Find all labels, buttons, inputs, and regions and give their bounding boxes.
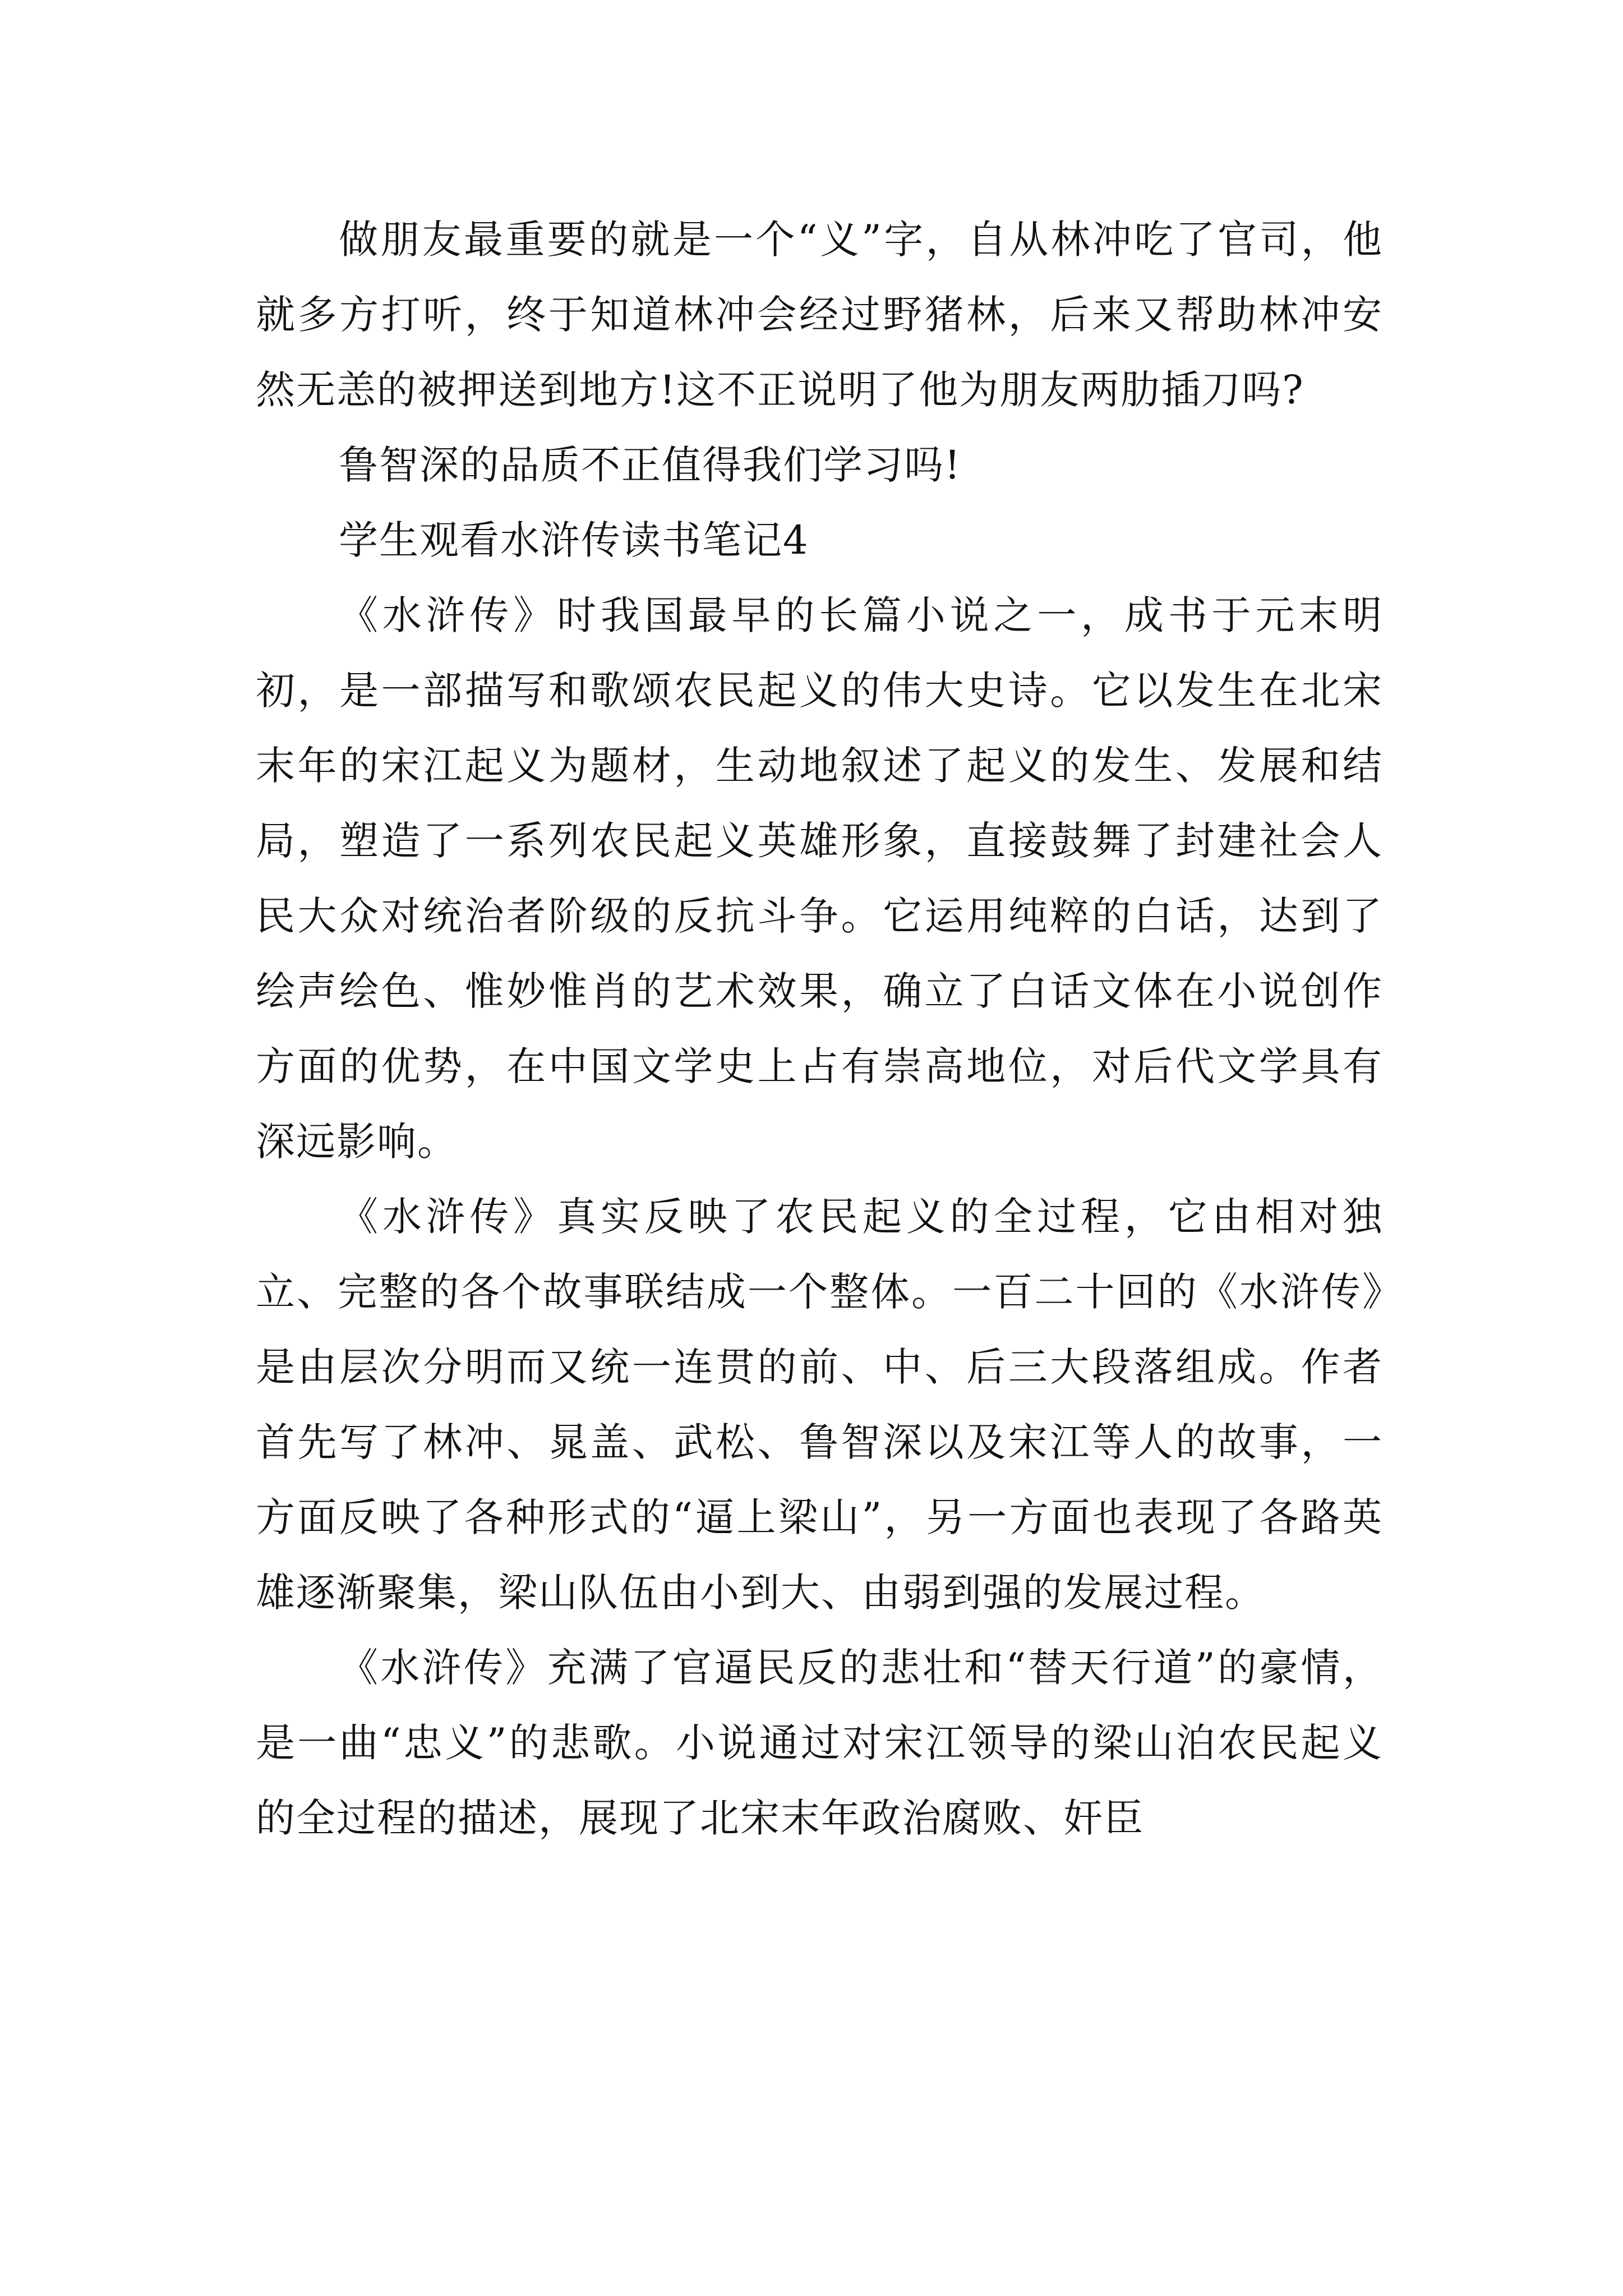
paragraph-friendship: 做朋友最重要的就是一个“义”字，自从林冲吃了官司，他就多方打听，终于知道林冲会经过野猪林，后来又帮助林冲安然无恙的被押送到地方!这不正说明了他为朋友两肋插刀吗? xyxy=(256,217,1383,413)
paragraph-loyalty-tragedy: 《水浒传》充满了官逼民反的悲壮和“替天行道”的豪情，是一曲“忠义”的悲歌。小说通过对宋江领导的梁山泊农民起义的全过程的描述，展现了北宋末年政治腐败、奸臣 xyxy=(256,1645,1383,1841)
paragraph-intro-water-margin: 《水浒传》时我国最早的长篇小说之一，成书于元末明初，是一部描写和歌颂农民起义的伟大史诗。它以发生在北宋末年的宋江起义为题材，生动地叙述了起义的发生、发展和结局，塑造了一系列农民起义英雄形象，直接鼓舞了封建社会人民大众对统治者阶级的反抗斗争。它运用纯粹的白话，达到了绘声绘色、惟妙惟肖的艺术效果，确立了白话文体在小说创作方面的优势，在中国文学史上占有崇高地位，对后代文学具有深远影响。 xyxy=(256,592,1383,1165)
section-heading: 学生观看水浒传读书笔记4 xyxy=(339,517,809,563)
document-body xyxy=(256,202,1383,1856)
paragraph-uprising-process: 《水浒传》真实反映了农民起义的全过程，它由相对独立、完整的各个故事联结成一个整体。一百二十回的《水浒传》是由层次分明而又统一连贯的前、中、后三大段落组成。作者首先写了林冲、晁盖、武松、鲁智深以及宋江等人的故事，一方面反映了各种形式的“逼上梁山”，另一方面也表现了各路英雄逐渐聚集，梁山队伍由小到大、由弱到强的发展过程。 xyxy=(256,1194,1383,1616)
paragraph-lu-zhishen-quality: 鲁智深的品质不正值得我们学习吗! xyxy=(339,442,962,488)
